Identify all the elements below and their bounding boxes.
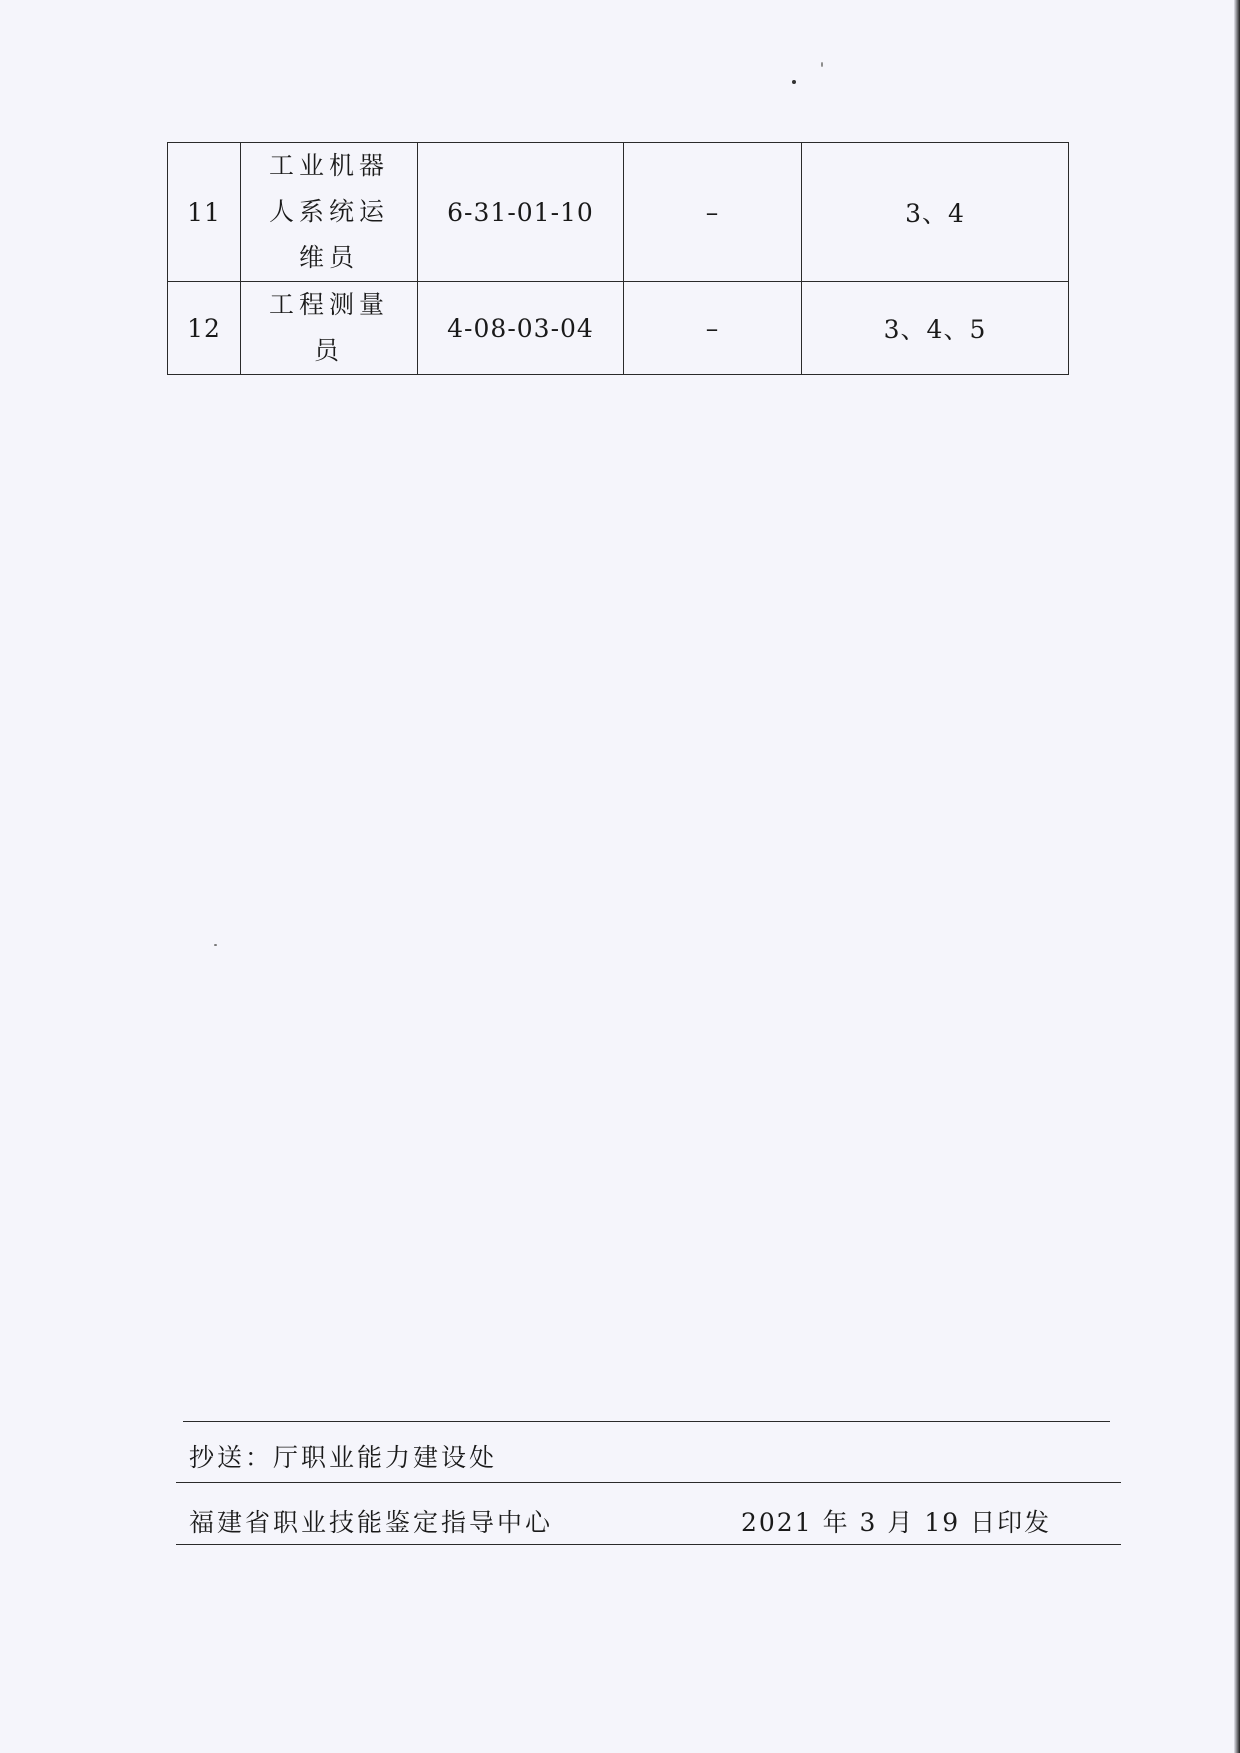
table-row bbox=[168, 282, 1069, 375]
footer-middle-rule bbox=[176, 1482, 1121, 1483]
scan-speck bbox=[214, 944, 217, 946]
occupation-name: 工程测量员 bbox=[268, 290, 389, 365]
occupation-name-cell bbox=[241, 282, 418, 375]
scan-speck bbox=[821, 62, 823, 67]
occupation-name: 工业机器人系统运维员 bbox=[268, 151, 389, 272]
cc-recipient: 厅职业能力建设处 bbox=[273, 1443, 498, 1472]
footer-top-rule bbox=[183, 1421, 1110, 1422]
issuer: 福建省职业技能鉴定指导中心 bbox=[189, 1508, 554, 1537]
occupation-name-cell bbox=[241, 143, 418, 282]
row-number: 11 bbox=[168, 143, 241, 282]
scan-edge bbox=[1234, 0, 1240, 1753]
occupation-code: 6-31-01-10 bbox=[418, 143, 624, 282]
skill-levels: 3、4、5 bbox=[802, 282, 1069, 375]
footer-bottom-rule bbox=[176, 1544, 1121, 1545]
occupation-table bbox=[167, 142, 1069, 375]
scan-speck bbox=[792, 80, 796, 84]
occupation-code: 4-08-03-04 bbox=[418, 282, 624, 375]
cc-line bbox=[189, 1438, 497, 1474]
skill-levels: 3、4 bbox=[802, 143, 1069, 282]
issue-date: 2021 年 3 月 19 日印发 bbox=[741, 1508, 1052, 1537]
table-row bbox=[168, 143, 1069, 282]
row-number: 12 bbox=[168, 282, 241, 375]
cc-label: 抄送： bbox=[189, 1443, 274, 1472]
empty-value-dash: – bbox=[624, 282, 802, 375]
empty-value-dash: – bbox=[624, 143, 802, 282]
